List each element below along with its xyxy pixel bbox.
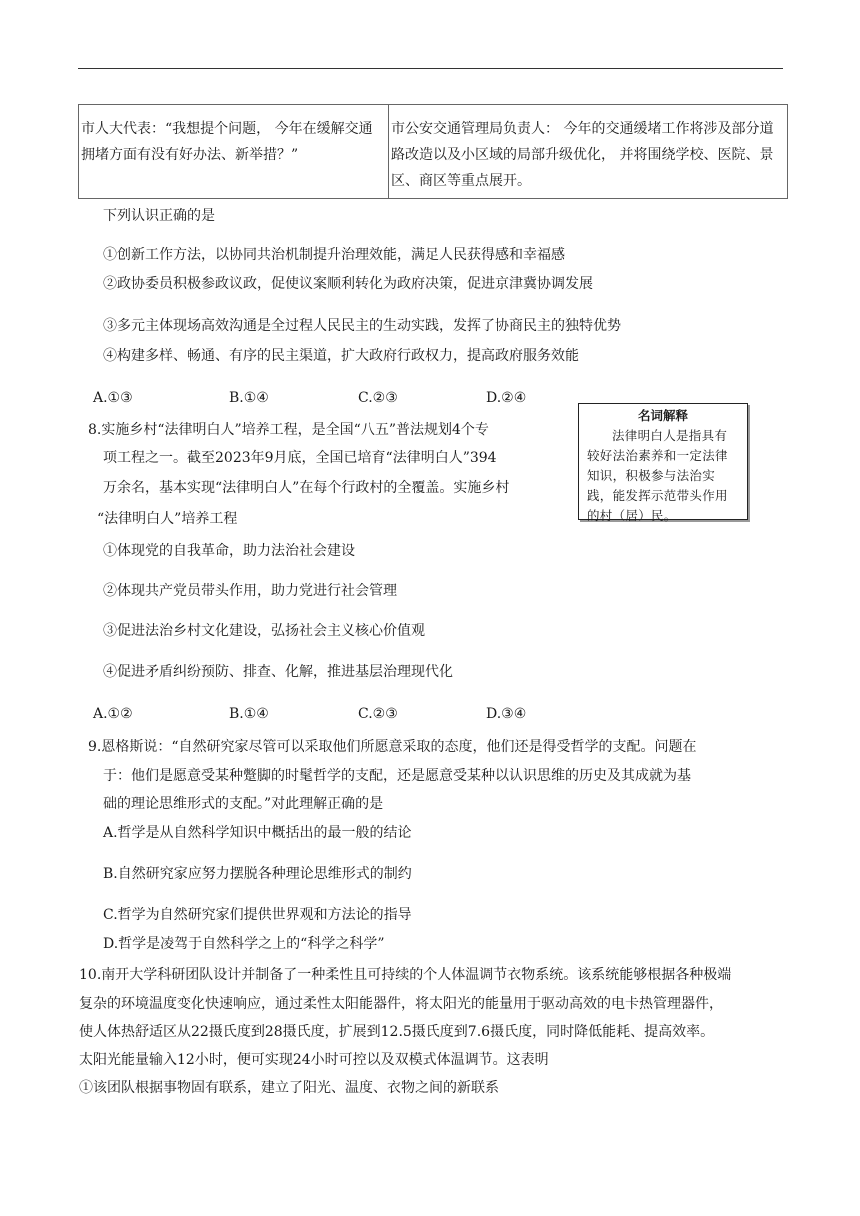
q10-stem-line-4: 太阳光能量输入12小时，便可实现24小时可控以及双模式体温调节。这表明 xyxy=(79,1052,549,1068)
q8-stem-line-1: 8.实施乡村“法律明白人”培养工程，是全国“八五”普法规划4个专 xyxy=(88,422,489,438)
q8-item-4: ④促进矛盾纠纷预防、排查、化解，推进基层治理现代化 xyxy=(103,664,453,680)
q8-stem-line-2: 项工程之一。截至2023年9月底，全国已培育“法律明白人”394 xyxy=(103,450,497,466)
q8-stem-line-3: 万余名，基本实现“法律明白人”在每个行政村的全覆盖。实施乡村 xyxy=(103,480,510,496)
q9-stem-line-2: 于：他们是愿意受某种蹩脚的时髦哲学的支配，还是愿意受某种以认识思维的历史及其成就为基 xyxy=(103,768,691,784)
q9-option-b: B.自然研究家应努力摆脱各种理论思维形式的制约 xyxy=(103,866,412,882)
q8-option-a: A.①② xyxy=(93,706,133,722)
q7-item-3: ③多元主体现场高效沟通是全过程人民民主的生动实践，发挥了协商民主的独特优势 xyxy=(103,318,621,334)
q9-option-c: C.哲学为自然研究家们提供世界观和方法论的指导 xyxy=(103,907,412,923)
dialogue-table xyxy=(78,104,788,199)
q10-stem-line-2: 复杂的环境温度变化快速响应，通过柔性太阳能器件，将太阳光的能量用于驱动高效的电卡热管理器件， xyxy=(79,996,723,1012)
glossary-box xyxy=(578,403,748,523)
official-answer-cell: 市公安交通管理局负责人： 今年的交通缓堵工作将涉及部分道路改造以及小区域的局部升级优化， 并将围绕学校、医院、景区、商区等重点展开。 xyxy=(389,105,788,199)
q9-option-a: A.哲学是从自然科学知识中概括出的最一般的结论 xyxy=(103,825,412,841)
q7-option-b: B.①④ xyxy=(229,390,269,406)
q7-option-c: C.②③ xyxy=(358,390,398,406)
q8-option-b: B.①④ xyxy=(229,706,269,722)
q9-stem-line-1: 9.恩格斯说：“自然研究家尽管可以采取他们所愿意采取的态度，他们还是得受哲学的支配。问题在 xyxy=(88,739,697,755)
q10-stem-line-1: 10.南开大学科研团队设计并制备了一种柔性且可持续的个人体温调节衣物系统。该系统能够根据各种极端 xyxy=(79,967,732,983)
glossary-body: 法律明白人是指具有较好法治素养和一定法律知识，积极参与法治实践，能发挥示范带头作用的村（居）民。 xyxy=(587,428,728,523)
q7-option-a: A.①③ xyxy=(93,390,133,406)
q8-item-1: ①体现党的自我革命，助力法治社会建设 xyxy=(103,543,355,559)
q9-stem-line-3: 础的理论思维形式的支配。”对此理解正确的是 xyxy=(103,796,384,812)
q7-option-d: D.②④ xyxy=(486,390,527,406)
q8-option-d: D.③④ xyxy=(486,706,527,722)
q10-stem-line-3: 使人体热舒适区从22摄氏度到28摄氏度，扩展到12.5摄氏度到7.6摄氏度，同时降低能耗、提高效率。 xyxy=(79,1024,715,1040)
q7-stem: 下列认识正确的是 xyxy=(103,208,215,224)
q8-option-c: C.②③ xyxy=(358,706,398,722)
q9-option-d: D.哲学是凌驾于自然科学之上的“科学之科学” xyxy=(103,936,385,952)
q8-stem-line-4: “法律明白人”培养工程 xyxy=(97,511,238,527)
delegate-question-cell: 市人大代表：“我想提个问题， 今年在缓解交通拥堵方面有没有好办法、新举措？” xyxy=(79,105,389,199)
header-rule xyxy=(78,68,783,69)
q7-item-1: ①创新工作方法，以协同共治机制提升治理效能，满足人民获得感和幸福感 xyxy=(103,247,565,263)
q10-item-1: ①该团队根据事物固有联系，建立了阳光、温度、衣物之间的新联系 xyxy=(79,1080,499,1096)
q7-item-4: ④构建多样、畅通、有序的民主渠道，扩大政府行政权力，提高政府服务效能 xyxy=(103,348,579,364)
q7-item-2: ②政协委员积极参政议政，促使议案顺利转化为政府决策，促进京津冀协调发展 xyxy=(103,276,593,292)
glossary-title: 名词解释 xyxy=(637,408,688,423)
q8-item-3: ③促进法治乡村文化建设，弘扬社会主义核心价值观 xyxy=(103,623,425,639)
q8-item-2: ②体现共产党员带头作用，助力党进行社会管理 xyxy=(103,583,397,599)
